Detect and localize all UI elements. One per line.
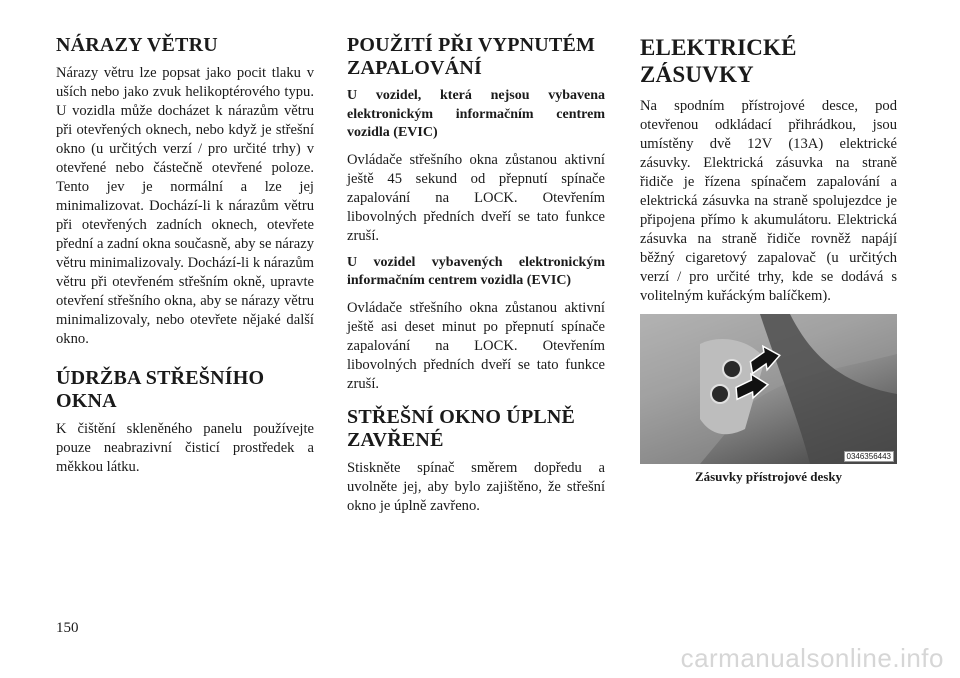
page-number: 150 — [56, 620, 79, 636]
paragraph-wind-buffeting: Nárazy větru lze popsat jako pocit tlaku v uších nebo jako zvuk helikoptérového typu. U vozidla může docházet k nárazům větru při otevřených oknech, nebo když je střešní okno (u určitých verzí / pro určité trhy) v otevřené nebo částečně otevřené poloze. Tento jev je normální a lze jej minimalizovat. Dochází-li k nárazům větru při otevřených zadních oknech, otevřete přední a zadní okna současně, aby se nárazy větru minimalizovaly. Dochází-li k nárazům větru při otevřeném střešním okně, upravte otevření střešního okna, aby se nárazy větru minimalizovaly, nebo otevřete nějaké další okno. — [56, 65, 314, 347]
heading-ignition-off-operation: POUŽITÍ PŘI VYPNUTÉM ZAPALOVÁNÍ — [347, 34, 596, 79]
heading-wind-buffeting: NÁRAZY VĚTRU — [56, 34, 218, 56]
subheading-without-evic: U vozidel, která nejsou vybavena elektronickým informačním centrem vozidla (EVIC) — [347, 88, 605, 140]
paragraph-with-evic: Ovládače střešního okna zůstanou aktivní ještě asi deset minut po přepnutí spínače zapalování na LOCK. Otevřením libovolných předních dveří se tato funkce zruší. — [347, 299, 605, 392]
power-outlets-photo — [640, 314, 897, 464]
paragraph-sunroof-fully-closed: Stiskněte spínač směrem dopředu a uvolněte jej, aby bylo zajištěno, že střešní okno je úplně zavřeno. — [347, 459, 605, 514]
heading-sunroof-maintenance: ÚDRŽBA STŘEŠNÍHO OKNA — [56, 367, 265, 412]
heading-sunroof-fully-closed: STŘEŠNÍ OKNO ÚPLNĚ ZAVŘENÉ — [347, 405, 576, 451]
photo-caption: Zásuvky přístrojové desky — [694, 469, 843, 484]
heading-power-outlets: ELEKTRICKÉ ZÁSUVKY — [640, 35, 797, 87]
column-left — [56, 34, 314, 485]
column-middle — [347, 34, 605, 524]
dashboard-outlets-illustration — [640, 314, 897, 464]
paragraph-without-evic: Ovládače střešního okna zůstanou aktivní ještě 45 sekund od přepnutí spínače zapalování na LOCK. Otevřením libovolných předních dveří se tato funkce zruší. — [347, 151, 605, 244]
paragraph-power-outlets: Na spodním přístrojové desce, pod otevřenou odkládací přihrádkou, jsou umístěny dvě 12V (13A) elektrické zásuvky. Elektrická zásuvka na straně řidiče je řízena spínačem zapalování a elektrická zásuvka na straně spolujezdce je připojena přímo k akumulátoru. Elektrická zásuvka na straně řidiče rovněž napájí běžný cigaretový zapalovač (u určitých verzí / pro určité trhy, kde se dodává s volitelným kuřáckým balíčkem). — [640, 98, 897, 304]
subheading-with-evic: U vozidel vybavených elektronickým informačním centrem vozidla (EVIC) — [347, 254, 605, 288]
column-right — [640, 34, 897, 485]
photo-code: 0346356443 — [844, 451, 895, 462]
paragraph-sunroof-maintenance: K čištění skleněného panelu používejte pouze neabrazivní čisticí prostředek a měkkou látku. — [56, 421, 314, 475]
watermark: carmanualsonline.info — [680, 643, 944, 673]
